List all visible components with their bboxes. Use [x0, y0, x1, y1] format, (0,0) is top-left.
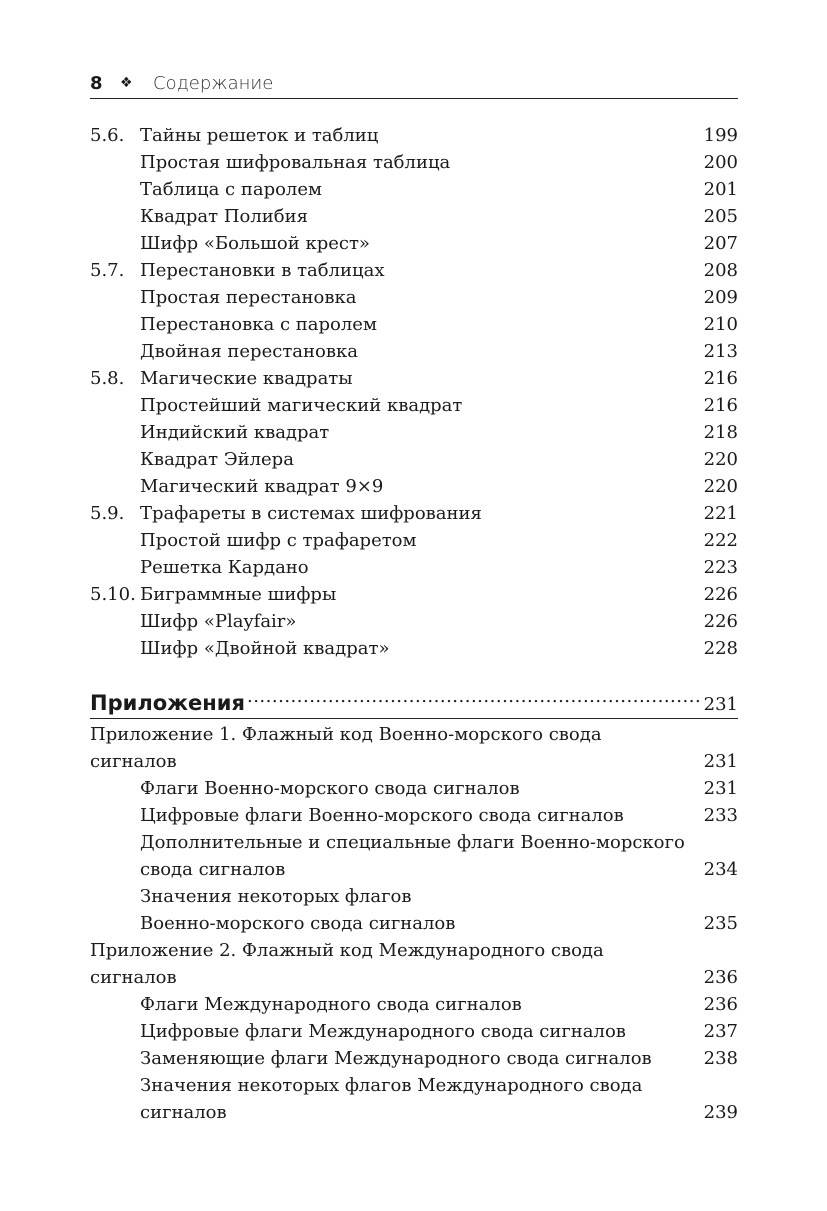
toc-entry[interactable] [90, 910, 738, 937]
toc-page: 220 [703, 476, 738, 497]
toc-number: 5.6. [90, 125, 125, 146]
toc-entry[interactable] [90, 1018, 738, 1045]
toc-page: 238 [703, 1048, 738, 1069]
toc-entry[interactable] [90, 1099, 738, 1126]
toc-entry[interactable] [90, 500, 738, 527]
table-of-contents [90, 122, 738, 1126]
page-number: 8 [90, 73, 103, 94]
toc-page: 208 [703, 260, 738, 281]
toc-entry[interactable] [90, 856, 738, 883]
toc-text: Тайны решеток и таблиц [140, 125, 379, 146]
appendix-2-title[interactable]: Приложение 2. Флажный код Международного свода [90, 940, 604, 961]
toc-text: Перестановка с паролем [140, 314, 377, 335]
toc-text: Флаги Военно-морского свода сигналов [140, 778, 520, 799]
toc-entry[interactable] [90, 149, 738, 176]
toc-page: 209 [703, 287, 738, 308]
toc-text: Шифр «Большой крест» [140, 233, 370, 254]
toc-entry[interactable] [90, 392, 738, 419]
toc-entry[interactable] [90, 419, 738, 446]
appendix-1-title[interactable]: Приложение 1. Флажный код Военно-морского свода [90, 724, 602, 745]
toc-page: 221 [703, 503, 738, 524]
toc-entry[interactable] [90, 964, 738, 991]
toc-entry[interactable] [90, 608, 738, 635]
toc-page: 223 [703, 557, 738, 578]
toc-entry[interactable] [90, 203, 738, 230]
toc-entry[interactable] [90, 257, 738, 284]
running-header [90, 70, 738, 97]
toc-text: сигналов [140, 1102, 227, 1123]
toc-text-line[interactable]: Значения некоторых флагов [140, 886, 412, 907]
toc-entry[interactable] [90, 122, 738, 149]
toc-entry[interactable] [90, 748, 738, 775]
toc-text: Магический квадрат 9×9 [140, 476, 384, 497]
toc-page: 220 [703, 449, 738, 470]
appendix-title: Приложения [90, 691, 245, 715]
toc-entry[interactable] [90, 527, 738, 554]
toc-text: Двойная перестановка [140, 341, 358, 362]
toc-text: Военно-морского свода сигналов [140, 913, 456, 934]
toc-page: 236 [703, 994, 738, 1015]
toc-page: 222 [703, 530, 738, 551]
toc-text: Шифр «Двойной квадрат» [140, 638, 390, 659]
toc-entry[interactable] [90, 1045, 738, 1072]
toc-entry[interactable] [90, 473, 738, 500]
toc-entry[interactable] [90, 230, 738, 257]
toc-text: Биграммные шифры [140, 584, 337, 605]
toc-text: Квадрат Полибия [140, 206, 308, 227]
toc-page: 237 [703, 1021, 738, 1042]
toc-entry[interactable] [90, 446, 738, 473]
toc-number: 5.7. [90, 260, 125, 281]
toc-text: Шифр «Playfair» [140, 611, 297, 632]
toc-page: 231 [703, 751, 738, 772]
toc-text: Таблица с паролем [140, 179, 323, 200]
toc-page: 231 [703, 778, 738, 799]
toc-text: Цифровые флаги Военно-морского свода сигналов [140, 805, 624, 826]
toc-entry[interactable] [90, 338, 738, 365]
toc-page: 205 [703, 206, 738, 227]
toc-number: 5.8. [90, 368, 125, 389]
toc-text: сигналов [90, 967, 177, 988]
toc-entry[interactable] [90, 991, 738, 1018]
toc-entry[interactable] [90, 802, 738, 829]
toc-page: 231 [703, 694, 738, 715]
toc-text-line[interactable]: Значения некоторых флагов Международного свода [140, 1075, 643, 1096]
toc-entry[interactable] [90, 635, 738, 662]
toc-page: 213 [703, 341, 738, 362]
toc-page: 216 [703, 368, 738, 389]
toc-page: 233 [703, 805, 738, 826]
toc-page: 226 [703, 611, 738, 632]
toc-text: Простая перестановка [140, 287, 357, 308]
toc-text-line[interactable]: Дополнительные и специальные флаги Военно-морского [140, 832, 685, 853]
toc-entry[interactable] [90, 554, 738, 581]
toc-page: 235 [703, 913, 738, 934]
toc-text: сигналов [90, 751, 177, 772]
toc-number: 5.10. [90, 584, 136, 605]
header-rule [90, 98, 738, 99]
toc-text: Заменяющие флаги Международного свода сигналов [140, 1048, 652, 1069]
toc-text: Простой шифр с трафаретом [140, 530, 417, 551]
toc-page: 210 [703, 314, 738, 335]
toc-text: Простейший магический квадрат [140, 395, 463, 416]
toc-entry[interactable] [90, 581, 738, 608]
toc-page: 228 [703, 638, 738, 659]
toc-text: Простая шифровальная таблица [140, 152, 451, 173]
toc-page: 226 [703, 584, 738, 605]
toc-page: 200 [703, 152, 738, 173]
toc-entry[interactable] [90, 284, 738, 311]
toc-page: 201 [703, 179, 738, 200]
toc-page: 218 [703, 422, 738, 443]
diamond-icon: ❖ [120, 75, 133, 91]
running-title: Содержание [153, 73, 274, 94]
toc-entry[interactable] [90, 775, 738, 802]
toc-text: Магические квадраты [140, 368, 353, 389]
leader-dots [247, 683, 702, 710]
toc-entry[interactable] [90, 365, 738, 392]
toc-number: 5.9. [90, 503, 125, 524]
toc-page: 239 [703, 1102, 738, 1123]
toc-text: Флаги Международного свода сигналов [140, 994, 522, 1015]
toc-entry[interactable] [90, 176, 738, 203]
toc-page: 207 [703, 233, 738, 254]
toc-page: 199 [703, 125, 738, 146]
toc-text: Квадрат Эйлера [140, 449, 294, 470]
toc-text: Трафареты в системах шифрования [140, 503, 482, 524]
toc-text: Индийский квадрат [140, 422, 330, 443]
toc-text: Цифровые флаги Международного свода сигналов [140, 1021, 626, 1042]
toc-page: 234 [703, 859, 738, 880]
toc-text: Перестановки в таблицах [140, 260, 385, 281]
toc-text: свода сигналов [140, 859, 286, 880]
toc-page: 236 [703, 967, 738, 988]
toc-text: Решетка Кардано [140, 557, 309, 578]
spacer [90, 662, 738, 683]
appendix-heading[interactable] [90, 683, 738, 716]
toc-page: 216 [703, 395, 738, 416]
toc-entry[interactable] [90, 311, 738, 338]
